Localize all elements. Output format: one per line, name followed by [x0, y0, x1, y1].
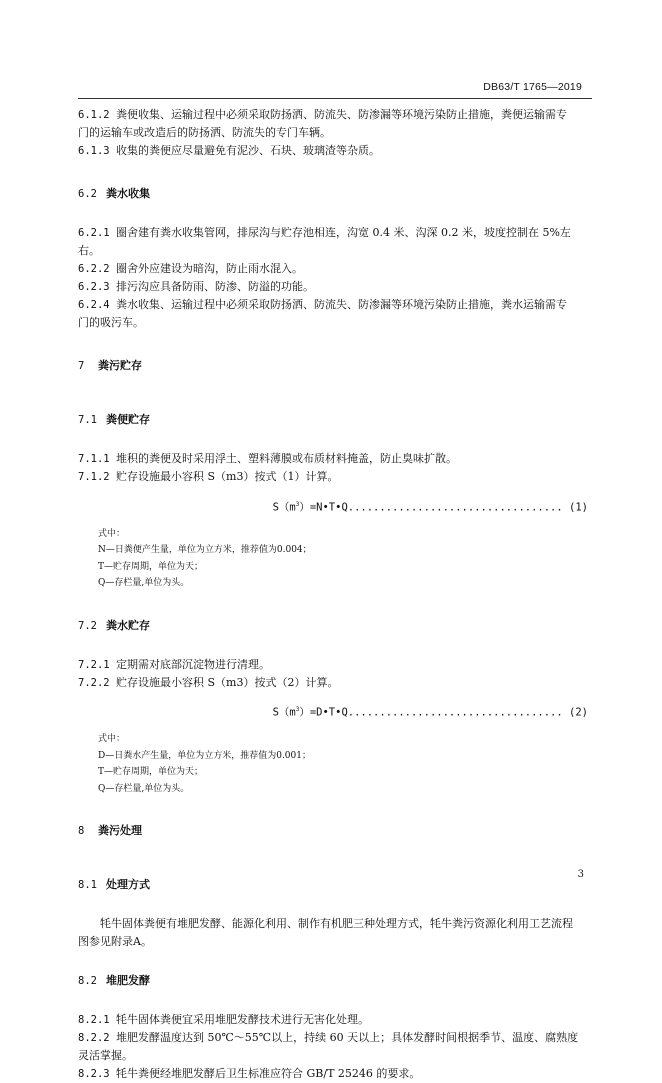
heading-number: 6.2: [78, 188, 97, 200]
formula-lhs: S（m: [272, 501, 296, 513]
formula-1-where: 式中：: [98, 528, 126, 539]
heading-number: 8: [78, 825, 85, 837]
spacer: [78, 440, 592, 450]
formula-superscript: 3: [295, 706, 300, 713]
clause-text: 牦牛固体粪便宜采用堆肥发酵技术进行无害化处理。: [116, 1013, 369, 1026]
clause-6-2-4-cont: 门的吸污车。: [78, 316, 144, 329]
formula-rhs: ）=D•T•Q.................................. (2): [299, 706, 588, 719]
spacer: [78, 797, 592, 811]
heading-7-1: [78, 411, 592, 429]
heading-text: 粪水收集: [106, 187, 150, 200]
clause-number: 6.2.2: [78, 263, 110, 275]
clause-number: 7.1.2: [78, 471, 110, 483]
clause-7-2-2: [78, 674, 592, 692]
heading-text: 粪污贮存: [98, 359, 142, 372]
clause-number: 8.2.1: [78, 1014, 110, 1026]
heading-text: 粪便贮存: [106, 413, 150, 426]
clause-text: 排污沟应具备防雨、防渗、防溢的功能。: [116, 280, 314, 293]
clause-text: 收集的粪便应尽量避免有泥沙、石块、玻璃渣等杂质。: [116, 144, 380, 157]
clause-7-1-1: [78, 450, 592, 468]
spacer: [78, 332, 592, 346]
clause-6-2-2: [78, 260, 592, 278]
clause-number: 7.1.1: [78, 453, 110, 465]
heading-text: 堆肥发酵: [106, 974, 150, 987]
clause-text: 牦牛粪便经堆肥发酵后卫生标准应符合 GB/T 25246 的要求。: [116, 1067, 421, 1080]
clause-6-1-3: [78, 142, 592, 160]
formula-lhs: S（m: [272, 706, 296, 719]
spacer: [78, 646, 592, 656]
spacer: [78, 160, 592, 174]
formula-superscript: 3: [295, 500, 300, 508]
clause-text: 堆肥发酵温度达到 50℃～55℃以上，持续 60 天以上；具体发酵时间根据季节、温度、腐熟度: [116, 1031, 579, 1044]
clause-8-2-3: [78, 1065, 592, 1083]
clause-6-2-3: [78, 278, 592, 296]
clause-text: 圈舍建有粪水收集管网，排尿沟与贮存池相连，沟宽 0.4 米、沟深 0.2 米，坡度控制在 5%左右。: [78, 226, 571, 257]
spacer: [78, 214, 592, 224]
spacer: [78, 905, 592, 915]
formula-2: [78, 702, 592, 721]
standard-code-header: DB63/T 1765—2019: [483, 81, 582, 93]
clause-text: 贮存设施最小容积 S（m3）按式（2）计算。: [116, 675, 339, 689]
document-body: [78, 106, 592, 1083]
clause-7-2-1: [78, 656, 592, 674]
heading-number: 7.1: [78, 414, 97, 426]
heading-7: [78, 357, 592, 375]
heading-number: 7.2: [78, 619, 97, 632]
page-number: 3: [577, 869, 584, 880]
spacer: [78, 951, 592, 961]
clause-7-1-2: [78, 468, 592, 486]
formula-2-var-q: Q—存栏量,单位为头。: [98, 783, 190, 794]
clause-6-2-4: [78, 296, 592, 314]
heading-8-2: [78, 972, 592, 990]
clause-text: 堆积的粪便及时采用浮土、塑料薄膜或布质材料掩盖，防止臭味扩散。: [116, 452, 457, 465]
heading-8: [78, 822, 592, 840]
clause-text: 粪水收集、运输过程中必须采取防扬洒、防流失、防渗漏等环境污染防止措施，粪水运输需专: [116, 298, 567, 311]
clause-text: 定期需对底部沉淀物进行清理。: [116, 657, 270, 671]
clause-8-2-1: [78, 1011, 592, 1029]
formula-2-var-t: T—贮存周期，单位为天；: [98, 767, 204, 777]
clause-number: 6.2.3: [78, 281, 110, 293]
heading-number: 7: [78, 360, 85, 372]
formula-rhs: ）=N•T•Q.................................. (1): [299, 501, 588, 513]
formula-1-var-n: N—日粪便产生量，单位为立方米，推荐值为0.004；: [98, 545, 312, 555]
clause-number: 6.2.1: [78, 227, 110, 239]
heading-8-1: [78, 876, 592, 894]
clause-number: 8.2.2: [78, 1032, 110, 1044]
paragraph-8-1: 牦牛固体粪便有堆肥发酵、能源化利用、制作有机肥三种处理方式，牦牛粪污资源化利用工艺流程: [100, 917, 573, 930]
header-rule: [78, 98, 592, 99]
formula-1-var-q: Q—存栏量,单位为头。: [98, 578, 190, 588]
heading-6-2: [78, 185, 592, 203]
clause-number: 7.2.2: [78, 676, 110, 689]
heading-text: 粪水贮存: [106, 618, 150, 632]
clause-text: 圈舍外应建设为暗沟，防止雨水混入。: [116, 262, 303, 275]
heading-number: 8.1: [78, 879, 97, 891]
clause-number: 6.1.3: [78, 145, 110, 157]
spacer: [78, 851, 592, 865]
spacer: [78, 592, 592, 606]
heading-number: 8.2: [78, 975, 97, 987]
heading-text: 粪污处理: [98, 824, 142, 837]
clause-text: 粪便收集、运输过程中必须采取防扬洒、防流失、防渗漏等环境污染防止措施，粪便运输需专: [116, 108, 567, 121]
clause-text: 贮存设施最小容积 S（m3）按式（1）计算。: [116, 470, 339, 483]
clause-8-2-2: [78, 1029, 592, 1047]
clause-6-1-2-cont: 门的运输车或改造后的防扬洒、防流失的专门车辆。: [78, 126, 331, 139]
spacer: [78, 1001, 592, 1011]
heading-7-2: [78, 617, 592, 635]
clause-6-2-1: [78, 224, 592, 260]
clause-number: 8.2.3: [78, 1068, 110, 1080]
formula-2-var-d: D—日粪水产生量，单位为立方米，推荐值为0.001；: [98, 750, 311, 761]
heading-text: 处理方式: [106, 878, 150, 891]
clause-8-2-2-cont: 灵活掌握。: [78, 1049, 133, 1062]
clause-number: 6.2.4: [78, 299, 110, 311]
formula-1-var-t: T—贮存周期，单位为天；: [98, 561, 204, 572]
clause-number: 6.1.2: [78, 109, 110, 121]
spacer: [78, 386, 592, 400]
formula-2-where: 式中：: [98, 734, 126, 744]
clause-number: 7.2.1: [78, 658, 110, 671]
clause-6-1-2: [78, 106, 592, 124]
formula-1: [78, 497, 592, 516]
paragraph-8-1-cont: 图参见附录A。: [78, 935, 152, 948]
